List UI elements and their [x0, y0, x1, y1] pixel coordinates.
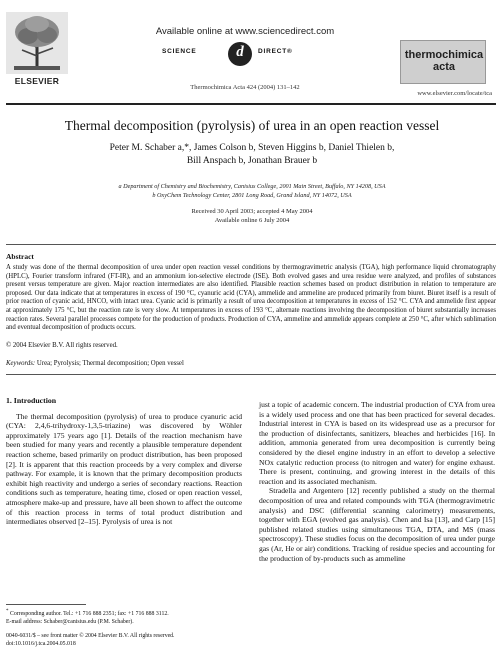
abstract-bottom-rule: [6, 374, 496, 375]
sciencedirect-left-text: SCIENCE: [162, 48, 197, 55]
available-date: Available online 6 July 2004: [214, 217, 290, 224]
journal-cover-title: [401, 49, 487, 73]
sciencedirect-right-text: DIRECT®: [258, 48, 293, 55]
available-online-link[interactable]: Available online at www.sciencedirect.com: [155, 26, 335, 37]
keywords: [6, 360, 496, 367]
sciencedirect-circle-icon: [228, 42, 252, 66]
keywords-label: Keywords:: [6, 360, 36, 367]
affiliations: [30, 183, 474, 200]
journal-cover-title-line1: thermochimica: [404, 49, 484, 61]
keywords-list: Urea; Pyrolysis; Thermal decomposition; Open vessel: [36, 360, 184, 367]
sciencedirect-glyph: d: [236, 44, 244, 60]
authors-line-1: Peter M. Schaber a,*, James Colson b, Steven Higgins b, Daniel Thielen b,: [109, 143, 395, 153]
corresponding-author-text: Corresponding author. Tel.: +1 716 888 2351; fax: +1 716 888 3112.: [9, 610, 169, 617]
affiliation-a: a Department of Chemistry and Biochemistry, Canisius College, 2001 Main Street, Buffalo, NY 14208, USA: [118, 183, 386, 190]
publisher-name: ELSEVIER: [14, 76, 60, 86]
journal-header: [0, 0, 504, 112]
footnote-divider: [6, 604, 86, 605]
journal-reference: Thermochimica Acta 424 (2004) 131–142: [190, 84, 300, 91]
abstract-copyright: © 2004 Elsevier B.V. All rights reserved.: [6, 342, 118, 349]
issn-block: [6, 633, 242, 648]
intro-paragraph-1-continued: just a topic of academic concern. The industrial production of CYA from urea is a widely used process and one that has been practiced for several decades. Industrial interest in CYA is based on its widespread use as a precursor for the production of disinfectants, sanitizers, bleaches and herbicides [16]. In addition, ammonia generated from urea decomposition is currently being considered by the diesel engine industry in an effort to develop a selective NOx catalytic reduction process (to nitrogen and water) for engine exhaust. There is present, continuing, and growing interest in the details of this reaction and its associated mechanism.: [259, 400, 495, 486]
sciencedirect-logo[interactable]: [162, 42, 338, 64]
intro-paragraph-2: Stradella and Argentero [12] recently published a study on the thermal decomposition of urea and related compounds with TGA (thermogravimetric analysis) and DSC (differential scanning calorimetry) measurements, together with EGA (evolved gas analysis). Chen and Isa [13], and Carp [15] published related studies using simultaneous TGA, DTA, and MS (mass spectroscopy). These studies focus on the decomposition of urea under purge gas (Ar, He or air) conditions. Tracking of residue species and accounting for the production of by-products such as ammeline: [259, 486, 495, 563]
received-date: Received 30 April 2003; accepted 4 May 2004: [191, 208, 313, 215]
publisher-logo: [6, 12, 68, 86]
author-email[interactable]: E-mail address: Schaber@canisius.edu (P.M. Schaber).: [6, 618, 134, 625]
article-dates: [30, 207, 474, 225]
header-divider: [6, 103, 496, 105]
article-title: Thermal decomposition (pyrolysis) of urea in an open reaction vessel: [64, 118, 440, 133]
elsevier-tree-icon: [6, 12, 68, 74]
abstract-body: A study was done of the thermal decomposition of urea under open reaction vessel conditions by thermogravimetric analysis (TGA), high performance liquid chromatography (HPLC), Fourier transform infrared (FT-IR), and an ammonium ion-selective electrode (ISE). Both evolved gases and urea residue were analyzed, and profiles of substances present versus temperature are given. Major reaction intermediates are also identified. Plausible reaction schemes based on product distribution in relation to temperature are proposed. Our data indicate that at temperatures in excess of 190 °C, cyanuric acid (CYA), ammelide and ammeline are produced primarily from biuret. Biuret itself is a result of prior reaction of cyanic acid, HNCO, with intact urea. Cyanic acid is primarily a result of urea decomposition at temperatures in excess of 152 °C. CYA and ammelide first appear at approximately 175 °C, but the reaction rate is very slow. At temperatures in excess of 193 °C, alternate reactions involving the decomposition of biuret substantially increases reaction rates. Several parallel processes compete for the production of products. Production of CYA, ammeline and ammelide appears complete at 250 °C, after which sublimation and eventual decomposition of products occurs.: [6, 264, 496, 332]
abstract-top-rule: [6, 244, 496, 245]
body-column-left: [6, 396, 242, 527]
authors-line-2: Bill Anspach b, Jonathan Brauer b: [186, 155, 318, 166]
intro-paragraph-1: The thermal decomposition (pyrolysis) of urea to produce cyanuric acid (CYA: 2,4,6-trihydroxy-1,3,5-triazine) was discovered by Wöhler approximately 175 years ago [1]. Details of the reaction mechanism have been studied for many years and recently a plausible temperature dependent reaction scheme, based primarily on product distribution, has been proposed [2]. It is apparent that this reaction proceeds by a very complex and diverse pathway. For example, it is known that the primary decomposition products exhibit high reactivity and undergo a series of secondary reactions. Reaction conditions such as temperature, heating time, closed or open reaction vessel, atmosphere make-up and pressure, have all been shown to affect the outcome of this reaction process in terms of total product distribution and intermediates observed [2–15]. Pyrolysis of urea is not: [6, 411, 242, 527]
journal-url-link[interactable]: www.elsevier.com/locate/tca: [417, 90, 492, 97]
footnote: [6, 608, 242, 626]
author-list: [40, 142, 464, 167]
corresponding-author-note: * Corresponding author. Tel.: +1 716 888 2351; fax: +1 716 888 3112.: [6, 609, 169, 617]
section-heading-introduction: 1. Introduction: [6, 396, 57, 405]
issn-line: 0040-6031/$ – see front matter © 2004 Elsevier B.V. All rights reserved.: [6, 633, 175, 639]
journal-cover-title-line2: acta: [432, 61, 456, 73]
abstract-heading: Abstract: [6, 252, 34, 261]
affiliation-b: b OxyChem Technology Center, 2801 Long Road, Grand Island, NY 14072, USA: [152, 191, 352, 199]
body-column-right: [259, 400, 495, 563]
journal-cover: [400, 40, 486, 84]
doi-link[interactable]: doi:10.1016/j.tca.2004.05.018: [6, 640, 76, 647]
